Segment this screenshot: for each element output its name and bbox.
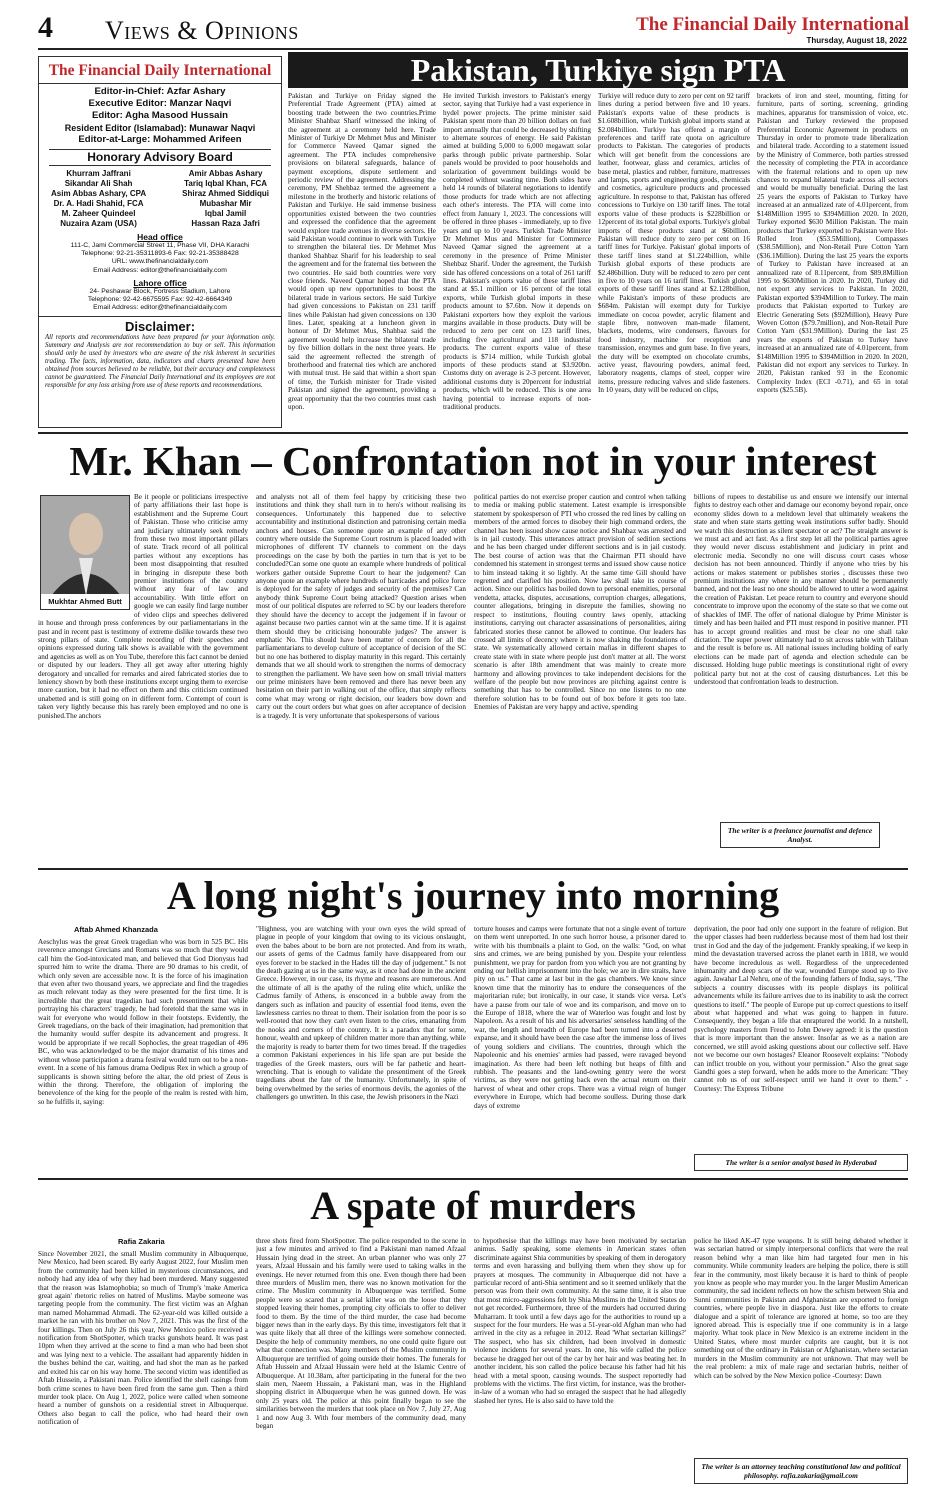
head-office-label: Head office [137,232,183,242]
article3-text: deprivation, the poor had only one support in the feature of religion. But the upper classes had been rudderless because most of them had lost their trust in God and the day of the judgement. Frankly speaking, if we keep in mind the devastation traversed across the planet earth in 1818, we would have become incredulous as well. Regardless of the unprecedented inhumanity and deep scars of the war, wounded Europe stood up to live again. Jawahar Lal Nehru, one of the founding fathers of India, says, "The subjects a country discusses with its people displays its political advancements while its failure arrives due to its inability to ask the correct questions to itself." The people of Europe put up correct questions to itself about what happened and what was going to happen in future. Consequently, they began a life that enraptured the world. In a nutshell, psychology masters from Freud to John Dewey agreed: it is the question that is more important than the answer. Insofar as we as a nation are concerned, we still avoid asking questions about our collective self. Have not we become our own hostages? Eleanor Roosevelt explains: "Nobody can inflict trouble on you, without your permission." Also the great sage Gandhi goes a step forward, when he adds more to the American: "They cannot rob us of our self-respect until we hand it over to them." -Courtesy: The Express Tribune [694,925,908,1093]
head-office-address: 111-C, Jami Commercial Street 11, Phase VII, DHA Karachi [70,242,250,249]
article3-column [694,925,908,1150]
lahore-office-address: 24- Peshawar Block, Fortress Stadium, Lahore [89,287,231,295]
section-title: Views & Opinions [105,16,299,45]
article2-text: political parties do not exercise proper caution and control when talking to media or making public statement. Latest example is irresponsible statement by spokesperson of PTI who crossed the red lines by calling on members of the armed forces to disobey their high command orders, the channel has been issued show cause notice and Shahbaz was arrested and is in jail custody. This utterances attract provision of sedition sections and he has been charged under different sections and is in jail custody. The best course of action was that the Chairman PTI should have condemned his statement in strongest terms and issued show cause notice to him instead taking it so lightly. At the same time Gill should have regretted and clarified his position. Now law shall take its course of action. Since our politics has boiled down to personal enemities, personal vendetta, attacks, disputes, accusations, corruption charges, allegations, counter allegations, bringing in disrepute the families, showing no respect to institutions, flouting country laws openly, attacking institutions, carrying out character assassinations of personalities, airing fabricated stories these cannot be allowed to continue. Our leaders has crossed all limits of decency where it is now shaking the foundations of state. We systematically allowed certain mafias in different shapes to create state with in state where people just don't matter at all. The worst scenario is after 18th amendment that was mainly to create more harmony and allowing provinces to take independent decisions for the welfare of the people but now provinces are pitching against centre is something that has to be controlled. Since no one listens to no one therefore solution has to be found out of box before it gets too late. Enemies of Pakistan are very happy and active, spending [474,493,686,712]
author-caption: Mukhtar Ahmed Butt [41,594,129,609]
board-member: Khurram Jaffrani [66,169,131,178]
advisory-board-right [182,169,269,229]
article4-column [256,1237,466,1490]
advisory-board-left [51,169,146,229]
article1-text: brackets of iron and steel, mounting, fitting for furniture, parts of sorting, screening, grinding machines, apparatus for transmission of voice, etc. Pakistan and Turkey reviewed the proposed Preferential Economic Agreement in products on Thursday in order to promote trade liberalization and bilateral trade. According to a statement issued by the Ministry of Commerce, both parties stressed the necessity of completing the PTA in accordance with the fraternal relations and to open up new chances to expand bilateral trade across all sectors and would be mutually beneficial. During the last 25 years the exports of Pakistan to Turkey have increased at an annualized rate of 4.01percent, from $148Million 1995 to $394Million 2020. In 2020, Turkey exported $630 Million Pakistan. The main products that Turkey exported to Pakistan were Hot-Rolled Iron ($53.5Million), Compasses ($38.5Million), and Non-Retail Pure Cotton Yarn ($36.1Million). During the last 25 years the exports of Turkey to Pakistan have increased at an annualized rate of 8.11percent, from $89.8Million 1995 to $630Million in 2020. In 2020, Turkey did not export any services to Pakistan. In 2020, Pakistan exported $394Million to Turkey. The main products that Pakistan exported to Turkey are Electric Generating Sets ($92Million), Heavy Pure Woven Cotton ($79.7million), and Non-Retail Pure Cotton Yarn ($31.9Million). During the last 25 years the exports of Pakistan to Turkey have increased at an annualized rate of 4.01percent, from $148Million 1995 to $394Million in 2020. In 2020, Pakistan did not export any services to Turkey. In 2020, Pakistan ranked 93 in the Economic Complexity Index (ECI -0.71), and 65 in total exports ($25.5B). [757,92,908,395]
section-rule [38,1178,908,1180]
article2-column [256,493,466,865]
header-rule [38,48,908,50]
article1-text: Pakistan and Turkiye on Friday signed the Preferential Trade Agreement (PTA) aimed at boosting trade between the two countries.Prime Minister Shahbaz Sharif witnessed the inking of the agreement at a ceremony held here. Trade Minister of Turkiye Dr Mehmet Mus and Minister for Commerce Naveed Qamar signed the agreement. The PTA includes comprehensive provisions on bilateral safeguards, balance of payment exceptions, dispute settlement and periodic review of the agreement. Addressing the ceremony, PM Shehbaz termed the agreement a milestone in the brotherly and historic relations of Pakistan and Turkiye. He said immense business opportunities existed between the two countries and expressed the confidence that the agreement would explore trade avenues in diverse sectors. He said Pakistan would continue to work with Turkiye to strengthen the bilateral ties. Dr Mehmet Mus thanked Shahbaz Sharif for his leadership to seal the agreement and for the fraternal ties between the two countries. He said both countries were very close friends. Naveed Qamar hoped that the PTA would open up new opportunities to boost the bilateral trade in various sectors. He said Turkiye had given concessions to Pakistan on 231 tariff lines while Pakistan had given concessions on 130 lines. Later, speaking at a luncheon given in honour of Dr Mehmet Mus, Shahbaz said the agreement would help increase the bilateral trade by five billion dollars in the next three years. He said the agreement reflected the strength of brotherhood and fraternal ties which are anchored with mutual trust. He said that within a short span of time, the Turkish minister for Trade visited Pakistan and signed the agreement, providing a great opportunity that the two countries must cash upon. [288,92,436,412]
header-date: Thursday, August 18, 2022 [806,36,907,45]
article4-column [38,1250,248,1490]
article1-column [757,92,908,428]
article2-text: billions of rupees to destabilise us and ensure we intensify our internal fights to destroy each other and damage our economy beyond repair, once economy slides down to a meltdown level that ultimately weakens the state and when state starts getting weak institutions suffer badly. Should we watch this destruction as silent spectator or act? The straight answer is we must act and act fast. As a first step let all the political parties agree they would never discuss establishment and judiciary in print and electronic media. Secondly no one will discuss court cases whose decision has not been announced. Thirdly if anyone who tries by his actions or makes statement or publishes stories , discusses these two premium institutions any where in any manner should be permanently banned, and not the least no one should be allowed to utter a word against the creation of Pakistan. Let peace return to country and everyone should concentrate to improve upon the economy of the state so that we come out of shackles of IMF. The offer of national dialogue by Prime Minister is timely and has been hailed and PTI must respond in positive manner. PTI has to accept ground realities and must be clear no one shall take dictation. The super power ultimately had to sit across table with Taliban and the result is before us. All national issues including holding of early elections can be made part of agenda and election schedule can be discussed. Holding huge public meetings is constitutional right of every political party but not at the cost of causing disturbances. Let this be understood that confrontation leads to destruction. [694,493,908,686]
lahore-office-email[interactable]: Email Address: editor@thefinancialdaily.com [93,304,227,312]
staff-editor-in-chief: Editor-in-Chief: Azfar Ashary [94,86,226,97]
staff-resident-editor: Resident Editor (Islamabad): Munawar Naqvi [64,123,256,133]
article1-headline: Pakistan, Turkiye sign PTA [288,52,908,88]
article1-text: He invited Turkish investors to Pakistan's energy sector, saying that Turkiye had a vast experience in hydel power projects. The prime minister said Pakistan spent more than 20 billion dollars on fuel import annually that could be decreased by shifting to alternate sources of energy. He said Pakistan aimed at building 5,000 to 6,000 megawatt solar parks through public private partnership. Solar panels would be provided to poor households and solarization of government buildings would be completed without wasting time. Both sides have held 14 rounds of bilateral negotiations to identify those products for trade which are not affecting each other's interests. The PTA will come into effect from January 1, 2023. The concessions will be offered in three phases - immediately, up to five years and up to 10 years. Turkish Trade Minister Dr Mehmet Mus and Minister for Commerce Naveed Qamar signed the agreement at a ceremony in the presence of Prime Minister Shehbaz Sharif. Under the agreement, the Turkish side has offered concessions on a total of 261 tariff lines. Pakistan's exports value of these tariff lines stand at $5.1 million or 16 percent of the total exports, while Turkish global imports in these products amount to $7.6bn. Now it depends on Pakistani exporters how they exploit the various margins available in those products. Duty will be reduced to zero per cent on 123 tariff lines, including five agricultural and 118 industrial products. The current exports value of these products is $714 million, while Turkish global imports of these products stand at $3.920bn. Customs duty on average is 2-3 percent. However, additional customs duty is 20percent for industrial products, which will be reduced. This is one area having potential to increase exports of non-traditional products. [443,92,591,412]
board-member: Sikandar Ali Shah [64,179,133,188]
board-member: Hassan Raza Jafri [191,219,260,228]
disclaimer-text: All reports and recommendations have been prepared for your information only. Summary and Analysis are not recommendation to buy or sell. This information should only be used by investors who are aware of the risk inherent in securities trading. The facts, information, data, indicators and charts presented have been obtained from sources believed to be reliable, but their accuracy and completeness cannot be guaranteed. The Financial Daily International and its employees are not responsible for any loss arising from use of these reports and recommendations. [45,334,275,390]
board-member: Tariq Iqbal Khan, FCA [184,179,268,188]
article1-column [598,92,750,428]
article4-column [694,1237,908,1453]
staff-editor-at-large: Editor-at-Large: Mohammed Arifeen [78,134,242,145]
article3-text: torture houses and camps were fortunate that not a single event of torture on them went unreported. In one such horror house, a prisoner dared to write with his thumbnails a plaint to God, on the walls: "God, on what sins and crimes, we are being punished by you. Despite your relentless punishment, we pray for pardon from you which you are not granting by ending our hellish imprisonment into the hole; we are in dire straits, have pity on us." That came at last but in the gas chambers. We know since known time that the minority has to endure the consequences of the majoritarian rule; but ironically, in our case, it stands vice versa. Let's have a pause from our tale of woe and its comparison, and move on to the Europe of 1818, where the war of Waterloo was fought and lost by Napoleon. As a result of his and his adversaries' senseless handling of the war, the length and breadth of Europe had been turned into a deserted expanse, and it should have been the case after the immense loss of lives of young soldiers and civilians. The countries, through which the Napoleonic and his enemies' armies had passed, were ravaged beyond imagination. As there had been left nothing but heaps of filth and rubbish. The peasants and the land-owning gentry were the worst victims, as they were not getting back even the actual return on their harvest of wheat and other crops. There was a virtual reign of hunger everywhere in Europe, which had become soulless. During those dark days of extreme [474,925,686,1110]
staff-executive-editor: Executive Editor: Manzar Naqvi [88,98,232,109]
lahore-office-phone: Telephone: 92-42-6675595 Fax: 92-42-6664349 [87,296,233,304]
article1-text: Turkiye will reduce duty to zero per cent on 92 tariff lines during a period between five and 10 years. Pakistan's exports value of these products is $1.608billion, while Turkish global imports stand at $2.084billion. Turkiye has offered a margin of preferences and tariff rate quota on agriculture products to Pakistan. The categories of products which will get benefit from the concessions are leather, footwear, glass and ceramics, articles of base metal, plastics and rubber, furniture, mattresses and lamps, sports and engineering goods, chemicals and cosmetics, agriculture products and processed agriculture. In response to that, Pakistan has offered concessions to Turkiye on 130 tariff lines. The total exports value of these products is $228billion or 12percent of its total global exports. Turkiye's global imports of these products stand at $6billion. Pakistan will reduce duty to zero per cent on 16 tariff lines for Turkiye. Pakistan' global imports of these tariff lines stand at $1.224billion, while Turkish global exports of these products are $2.486billion. Duty will be reduced to zero per cent in five to 10 years on 16 tariff lines. Turkish global exports of these tariff lines stand at $2.128billion, while Pakistan's imports of these products are $684m. Pakistan will exempt duty for Turkiye immediate on cocoa powder, acrylic filament and staple fibre, nonwoven man-made filament, blackets, modems, wire condensers, flavours for food industry, machine for reception and transmission, enzymes and gum base. In five years, the duty will be exempted on chocolate crumbs, active yeast, flavouring powders, animal feed, laboratory reagents, clamps of steel, copper wire items, pressure reducing valves and slide fasteners. In 10 years, duty will be reduced on clips, [598,92,750,395]
article4-headline: A spate of murders [310,1183,636,1228]
masthead-title: The Financial Daily International [48,62,272,79]
article2-endnote: The writer is a freelance journalist and defence Analyst. [720,822,880,848]
head-office-phone: Telephone: 92-21-35311893-6 Fax: 92-21-35388428 [81,250,239,258]
article3-byline: Aftab Ahmed Khanzada [74,925,158,934]
board-member: Mubashar Mir [199,199,252,208]
article2-headline: Mr. Khan – Confrontation not in your interest [69,438,877,484]
article4-text: Since November 2021, the small Muslim community in Albuquerque, New Mexico, had been scared. By early August 2022, four Muslim men from the community had been killed in mysterious circumstances, and nobody had any idea of why they had been murdered. Many suggested that the reason was Islamophobia; so much of Trump's 'make America great again' rhetoric relies on hatred of Muslims. Maybe someone was targeting people from the community. The first victim was an Afghan man named Mohammad Ahmadi. The 62-year-old was killed outside a market he ran with his brother on Nov 7, 2021. This was the first of the four killings. Then on July 26 this year, New Mexico police received a notification from ShotSpotter, which tracks gunshots heard. It was past 10pm when they arrived at the scene to find a man who had been shot and was lying next to a vehicle. The assailant had apparently hidden in the bushes behind the car, waiting, and had shot the man as he parked and exited his car on his way home. The second victim was identified as Aftab Hussein, a Pakistani man. Police identified the shell casings from both crime scenes to have been fired from the same gun. Then a third murder took place. On Aug 1, 2022, police were called when someone heard a number of gunshots on a residential street in Albuquerque. Others also began to call the police, who had heard their own notification of [38,1250,248,1427]
article2-text: and analysts not all of them feel happy by criticising these two institutions and think they shall turn in to hero's without realising its consequences. Unfortunately this happened due to selective accountability and institutional distinction and patronising certain media anchors and houses. Can someone quote an example of any other country where outside the Supreme Court rostrum is placed loaded with microphones of different TV channels to comment on the days proceedings on the case by both the parties in turn that is yet to be concluded?Can some one quote an example where hundreds of political workers gather outside Supreme Court to hear the judgement? Can anyone quote an example where hundreds of barricades and police force is deployed for the safety of judges and security of the premises? Can anybody think Supreme Court being attacked? Question arises when most of our political disputes are referred to SC by our leaders therefore they should have the decency to accept the judgement if in favour or against because two parties cannot win at the same time. If it is against them should they be criticising honourable judges? The answer is emphatic No. This should have been matter of concern for all the parliamentarians to develop culture of acceptance of decision of the SC but no one has bothered to display maturity in this regard. This certainly demands that we all should work to strengthen the norms of democracy to strengthen the parliament. We have seen how on small trivial matters our prime ministers have been removed and there has never been any hesitation on their part in walking out of the office, that simply reflects come what may wrong or right decision, our leaders bow down and carry out the court orders but what goes on after acceptance of decision is a tragedy. It is very unfortunate that spokespersons of various [256,493,466,720]
header-paper-name: The Financial Daily International [636,14,909,35]
board-member: M. Zaheer Quindeel [61,209,136,218]
article1-column [288,92,436,428]
article4-byline: Rafia Zakaria [118,1237,165,1246]
board-member: Amir Abbas Ashary [188,169,263,178]
article4-column [474,1237,686,1490]
article1-column [443,92,591,428]
article3-headline: A long night's journey into morning [166,873,780,918]
board-member: Dr. A. Hadi Shahid, FCA [53,199,144,208]
article3-endnote: The writer is a senior analyst based in Hyderabad [694,1154,908,1171]
lahore-office-label: Lahore office [133,277,187,288]
disclaimer-title: Disclaimer: [39,316,281,334]
article4-endnote: The writer is an attorney teaching constitutional law and political philosophy. rafia.zakaria@gmail.com [694,1458,908,1484]
article2-text: Be it people or politicians irrespective of party affiliations their last hope is establishment and the Supreme Court of Pakistan. Those who criticise army and judiciary ultimately seek remedy from these two most important pillars of state. Track record of all political parties without any exceptions has been most disappointing that resulted in bringing in disrepute these both premier institutions of the country without any fear of law and accountability. With little effort on google we can easily find large number of video clips and speeches delivered in house and through press conferences by our parliamentarians in the past and in recent past is testimony of extreme dislike towards these two strong pillars of state. Complete recording of their speeches and opinions expressed during talk shows is available with the government and agencies as well as on You Tube, therefore this fact cannot be denied or disputed by our leaders. They all get away after uttering highly derogatory and uncalled for remarks and aired fabricated stories due to leniency shown by both these institutions except urging them to exercise more caution, but it had no effect on them and this criticism continued unabetted and is still going on in different form. Contempt of court is taken very lightly because this has rarely been employed and no one is punished.The anchors [38,493,248,720]
article3-column [256,925,466,1174]
page-number: 4 [38,11,53,44]
article3-text: "Highness, you are watching with your own eyes the wild spread of plague in people of your kingdom that owing to its vicious onslaught, even the babes about to be born are not protected. And from its wrath, our assets of gems of the Cadmus family have disappeared from our eyes forever to be stacked in the Hades till the day of judgement." Is not the death gazing at us in the same way, as it once had done in the ancient Greece. However, in our case, its rhyme and reasons are numerous. And the ultimate of all is the apathy of the ruling elite which, unlike the Cadmus family of Athens, is ensconced in a bubble away from the dangers such as inflation and paucity of essential food items, even the lawlessness carries no threat to them. Their isolation from the poor is so well-rooted that now they can't even listen to the cries, emanating from the nooks and corners of the country. It is a paradox that for some, honour, wealth and upkeep of children matter more than anything, while the majority is ready to barter them for two times bread. If the tragedies a common Pakistani experiences in his life span are put beside the tragedies of the Greek masters, ours will be far pathetic and heart-wrenching. That is enough to validate the presentiment of the Greek tragedians about the fate of the humanity. Unfortunately, in spite of being overwhelmed by the series of enormous devils, the agonies of the challengers go unwritten. In this case, the Jewish prisoners in the Nazi [256,925,466,1102]
board-member: Iqbal Jamil [204,209,247,218]
article2-column [694,493,908,819]
article2-column [38,493,248,865]
advisory-board [39,169,281,229]
board-member: Asim Abbas Ashary, CPA [51,189,147,198]
section-rule [38,432,908,434]
article4-text: to hypothesise that the killings may have been motivated by sectarian animus. Sadly speaking, some elements in American states often discriminate against Shia communities by speaking of them in derogatory terms and even harassing and bullying them when they show up for prayers at mosques. The community in Albuquerque did not have a particular record of anti-Shia sentiment and so it seemed unlikely that the person was from their own community. At the same time, it is also true that most micro-aggressions felt by Shia Muslims in the United States do not get recorded. Furthermore, three of the murders had occurred during Muharram. It took until a few days ago for the authorities to round up a suspect for the four murders. He was a 51-year-old Afghan man who had arrived in the city as a refugee in 2012. Read 'What sectarian killings?' The suspect, who has six children, had been involved in domestic violence incidents for several years. In one, his wife called the police because he dragged her out of the car by her hair and was beating her. In another incident, his son called the police because his father had hit his head with a metal spoon, causing wounds. The suspect reportedly had problems with the victims. The first victim, for instance, was the brother-in-law of a woman who had so enraged the suspect that he had allegedly slashed her tyres. He is also said to have told the [474,1237,686,1405]
section-rule [38,868,908,870]
article4-text: police he liked AK-47 type weapons. It is still being debated whether it was sectarian hatred or simply interpersonal conflicts that were the real reason behind why a man like him had targeted four men in his community. While community leaders are helping the police, there is still fear in the community, most likely because it is hard to think of people you know as people who may murder you. In the larger Muslim American community, the sad incident reflects on how the schism between Shia and Sunni communities in Pakistan and Afghanistan are exported to foreign countries, where people live in diaspora. Just like the efforts to create dialogue and a spirit of tolerance are ignored at home, so too are they ignored abroad. This is especially true if one community is in a large majority. What took place in New Mexico is an extreme incident in the United States, where most murder culprits are caught, but it is not something out of the ordinary in Pakistan or Afghanistan, where sectarian murders in the Muslim community are not unknown. That may well be the real problem: a mix of male rage and sectarian hubris, neither of which can be solved by the New Mexico police -Courtesy: Dawn [694,1237,908,1380]
article4-text: three shots fired from ShotSpotter. The police responded to the scene in just a few minutes and arrived to find a Pakistani man named Afzaal Hussain lying dead in the street. An urban planner who was only 27 years, Afzaal Hussain and his family were used to taking walks in the evenings. He never returned from this one. Even though there had been three murders of Muslim men, there was no known motivation for the crime. The Muslim community in Albuquerque was terrified. Some people were so scared that a serial killer was on the loose that they stopped leaving their homes, prompting city officials to offer to deliver food to them. By the time of the third murder, the case had become bigger news than in the early days. By this time, investigators felt that it was quite likely that all three of the killings were somehow connected. Despite the help of community members, no one could quite figure out what that connection was. Many members of the Muslim community in Albuquerque are terrified of going outside their homes. The funerals for Aftab Hussein and Afzaal Hussain were held at the Islamic Centre of Albuquerque. At 10.38am, after participating in the funeral for the two slain men, Naeem Hussain, a Pakistani man, was in the Highland shopping district in Albuquerque when he was gunned down. He was only 25 years old. The police at this point finally began to see the similarities between the murders that took place on Nov 7, July 27, Aug 1 and now Aug 3. With four members of the community dead, many began [256,1237,466,1430]
advisory-board-title: Honorary Advisory Board [49,149,271,166]
article3-text: Aeschylus was the great Greek tragedian who was born in 525 BC. His reverence amongst Grecians and Romans was so much that they would call him the God-intoxicated man, and believed that God Dionysus had spurred him to write the drama. There are 90 dramas to his credit, of which only seven are accessible now. It is the force of his imagination that even after two thousand years, we appreciate and find the tragedies as much relevant today as they were presented for the first time. It is incredible that the great tragedian had such presentiment that while portraying his characters' tragedy, he had foretold that the same was in wait for everyone who would follow in their footsteps. Evidently, the Greek tragedians, on the back of their imagination, had premonition that the humanity would suffer despite its advancement and progress. It would be appropriate if we recall Sophocles, the great tragedian of 496 BC, who was acknowledged to be the major dramatist of his times and without whose participation a drama festival would turn out to be a non-event. In a scene of his famous drama Oedipus Rex in which a group of supplicants is shown sitting before the altar, the old priest of Zeus is within the throng. Therefore, the obligation of imploring the benevolence of the king for the people of the realm is rested with him, so he fulfills it, saying: [38,938,248,1106]
board-member: Nuzaira Azam (USA) [60,219,137,228]
masthead-box [38,56,282,428]
article2-column [474,493,686,865]
board-member: Shiraz Ahmed Siddiqui [182,189,269,198]
head-office-url[interactable]: URL: www.thefinancialdaily.com [111,258,209,266]
staff-editor: Editor: Agha Masood Hussain [91,110,229,121]
article3-column [38,938,248,1174]
article3-column [474,925,686,1174]
head-office-email[interactable]: Email Address: editor@thefinancialdaily.com [93,266,227,274]
